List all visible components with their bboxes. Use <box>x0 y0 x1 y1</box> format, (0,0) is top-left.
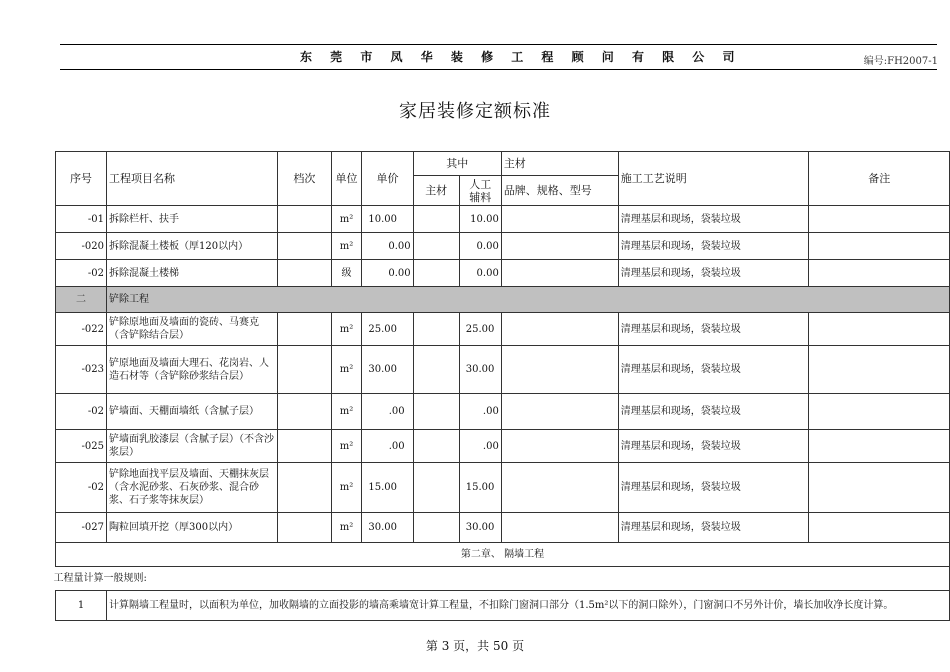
row-material <box>413 313 459 346</box>
row-seq: -020 <box>56 233 107 260</box>
table-header-row <box>56 152 950 176</box>
row-unit: m² <box>331 430 362 463</box>
col-grade: 档次 <box>278 152 331 206</box>
table-row <box>56 313 950 346</box>
col-price: 单价 <box>362 152 413 206</box>
company-name: 东 莞 市 凤 华 装 修 工 程 顾 问 有 限 公 司 <box>300 50 742 64</box>
col-name: 工程项目名称 <box>107 152 278 206</box>
rule-text <box>107 591 950 621</box>
row-material <box>413 463 459 513</box>
row-process: 清理基层和现场，袋装垃圾 <box>618 430 809 463</box>
col-remark: 备注 <box>809 152 950 206</box>
table-row <box>56 513 950 543</box>
row-price: 30.00 <box>362 513 413 543</box>
row-remark <box>809 346 950 394</box>
header-bottom-rule <box>60 69 937 70</box>
row-labor: 15.00 <box>459 463 501 513</box>
row-price: .00 <box>362 430 413 463</box>
row-material <box>413 394 459 430</box>
row-labor: 30.00 <box>459 513 501 543</box>
row-labor: .00 <box>459 394 501 430</box>
page-indicator: 第 3 页，共 50 页 <box>425 639 525 653</box>
row-remark <box>809 313 950 346</box>
row-process: 清理基层和现场，袋装垃圾 <box>618 463 809 513</box>
row-grade <box>278 463 331 513</box>
col-labor: 人工 辅料 <box>459 176 501 206</box>
row-labor: 0.00 <box>459 260 501 287</box>
row-name: 铲除地面找平层及墙面、天棚抹灰层（含水泥砂浆、石灰砂浆、混合砂浆、石子浆等抹灰层） <box>107 463 278 513</box>
row-grade <box>278 206 331 233</box>
row-seq: -02 <box>56 394 107 430</box>
row-seq: -02 <box>56 463 107 513</box>
row-seq: -027 <box>56 513 107 543</box>
row-remark <box>809 463 950 513</box>
row-remark <box>809 260 950 287</box>
row-grade <box>278 260 331 287</box>
row-name: 铲墙面乳胶漆层（含腻子层）（不含沙浆层） <box>107 430 278 463</box>
row-seq: -023 <box>56 346 107 394</box>
row-seq: -025 <box>56 430 107 463</box>
row-unit: m² <box>331 233 362 260</box>
row-unit: 级 <box>331 260 362 287</box>
table-row <box>56 260 950 287</box>
row-name: 拆除混凝土楼板（厚120以内） <box>107 233 278 260</box>
row-material <box>413 206 459 233</box>
row-brand <box>501 260 618 287</box>
row-brand <box>501 346 618 394</box>
table-row <box>56 394 950 430</box>
row-brand <box>501 430 618 463</box>
row-name: 铲除原地面及墙面的瓷砖、马赛克（含铲除结合层） <box>107 313 278 346</box>
row-price: 30.00 <box>362 346 413 394</box>
row-brand <box>501 513 618 543</box>
row-process: 清理基层和现场，袋装垃圾 <box>618 346 809 394</box>
row-labor: .00 <box>459 430 501 463</box>
row-seq: -02 <box>56 260 107 287</box>
section-seq: 二 <box>56 287 107 313</box>
table-row <box>56 463 950 513</box>
row-process: 清理基层和现场，袋装垃圾 <box>618 233 809 260</box>
col-brand-spec: 品牌、规格、型号 <box>501 176 618 206</box>
row-grade <box>278 430 331 463</box>
row-name: 拆除混凝土楼梯 <box>107 260 278 287</box>
rules-heading: 工程量计算一般规则: <box>52 567 946 591</box>
row-price: 0.00 <box>362 260 413 287</box>
row-unit: m² <box>331 513 362 543</box>
row-material <box>413 346 459 394</box>
row-process: 清理基层和现场，袋装垃圾 <box>618 260 809 287</box>
row-material <box>413 233 459 260</box>
row-process: 清理基层和现场，袋装垃圾 <box>618 394 809 430</box>
row-grade <box>278 233 331 260</box>
row-unit: m² <box>331 463 362 513</box>
row-seq: -022 <box>56 313 107 346</box>
row-price: 10.00 <box>362 206 413 233</box>
row-unit: m² <box>331 346 362 394</box>
row-material <box>413 260 459 287</box>
chapter-row <box>56 543 950 567</box>
row-grade <box>278 394 331 430</box>
row-labor: 10.00 <box>459 206 501 233</box>
row-price: 25.00 <box>362 313 413 346</box>
row-remark <box>809 394 950 430</box>
chapter-title: 第二章、 隔墙工程 <box>56 543 950 567</box>
col-process: 施工工艺说明 <box>618 152 809 206</box>
row-brand <box>501 313 618 346</box>
row-price: 0.00 <box>362 233 413 260</box>
document-number: 编号:FH2007-1 <box>863 56 938 67</box>
row-labor: 30.00 <box>459 346 501 394</box>
header-top-rule <box>60 44 937 45</box>
rule-number: 1 <box>56 591 107 621</box>
row-grade <box>278 513 331 543</box>
row-name: 铲原地面及墙面大理石、花岗岩、人造石材等（含铲除砂浆结合层） <box>107 346 278 394</box>
row-process: 清理基层和现场，袋装垃圾 <box>618 313 809 346</box>
row-brand <box>501 233 618 260</box>
row-brand <box>501 463 618 513</box>
quota-table <box>55 151 950 621</box>
row-remark <box>809 430 950 463</box>
row-unit: m² <box>331 313 362 346</box>
row-process: 清理基层和现场，袋装垃圾 <box>618 513 809 543</box>
row-unit: m² <box>331 394 362 430</box>
row-labor: 0.00 <box>459 233 501 260</box>
row-grade <box>278 313 331 346</box>
row-name: 拆除栏杆、扶手 <box>107 206 278 233</box>
row-unit: m² <box>331 206 362 233</box>
row-material <box>413 513 459 543</box>
rule-row <box>56 591 950 621</box>
table-row <box>56 233 950 260</box>
table-row <box>56 206 950 233</box>
col-unit: 单位 <box>331 152 362 206</box>
table-row <box>56 430 950 463</box>
row-remark <box>809 233 950 260</box>
row-price: 15.00 <box>362 463 413 513</box>
page-title: 家居装修定额标准 <box>399 101 551 122</box>
row-grade <box>278 346 331 394</box>
row-brand <box>501 206 618 233</box>
col-material: 主材 <box>413 176 459 206</box>
col-of-which: 其中 <box>413 152 501 176</box>
col-main-material: 主材 <box>501 152 618 176</box>
row-material <box>413 430 459 463</box>
row-name: 铲墙面、天棚面墙纸（含腻子层） <box>107 394 278 430</box>
row-remark <box>809 513 950 543</box>
row-process: 清理基层和现场，袋装垃圾 <box>618 206 809 233</box>
row-brand <box>501 394 618 430</box>
rule-text-content: 计算隔墙工程量时，以面积为单位，加收隔墙的立面投影的墙高乘墙宽计算工程量，不扣除门窗洞口部分（1.5m²以下的洞口除外），门窗洞口不另外计价，墙长加收净长度计算。 <box>109 600 894 611</box>
row-name: 陶粒回填开挖（厚300以内） <box>107 513 278 543</box>
row-labor: 25.00 <box>459 313 501 346</box>
rules-heading-row <box>56 567 950 591</box>
section-row <box>56 287 950 313</box>
row-price: .00 <box>362 394 413 430</box>
table-row <box>56 346 950 394</box>
section-name: 铲除工程 <box>107 287 950 313</box>
col-seq: 序号 <box>56 152 107 206</box>
row-remark <box>809 206 950 233</box>
row-seq: -01 <box>56 206 107 233</box>
